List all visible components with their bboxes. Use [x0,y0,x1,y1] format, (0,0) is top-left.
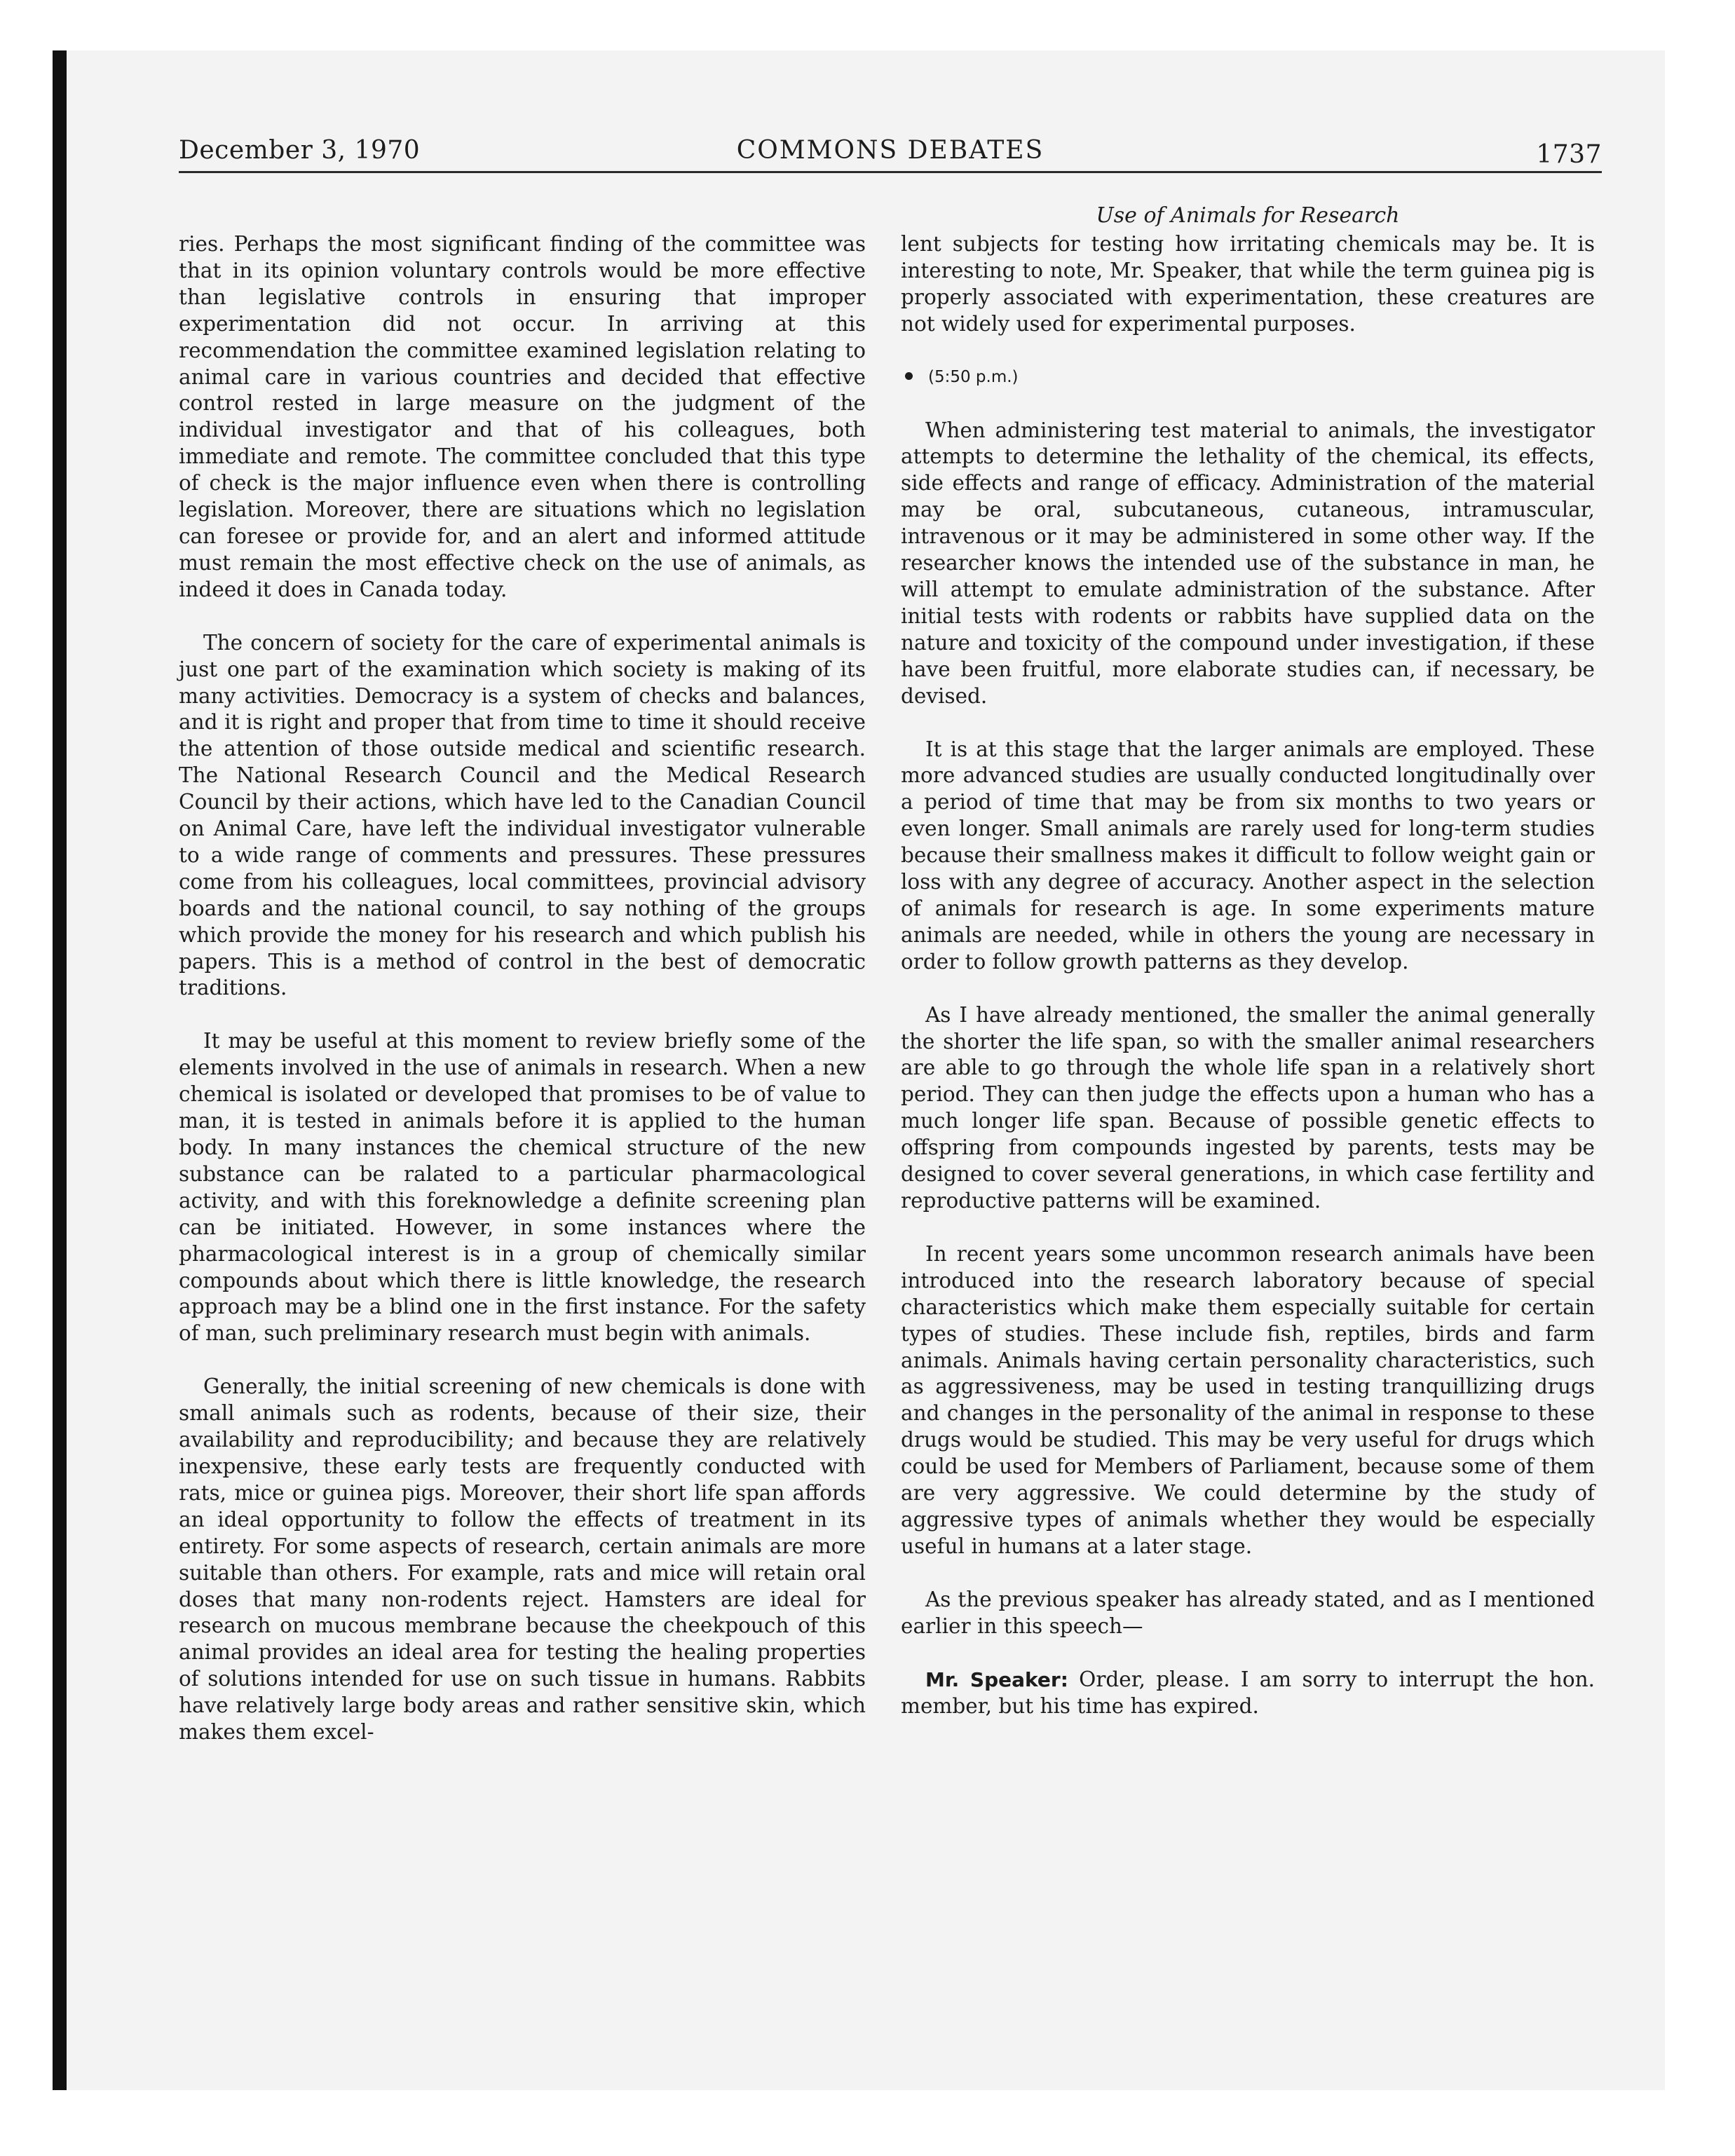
time-stamp-text: (5:50 p.m.) [928,367,1019,386]
header-title: COMMONS DEBATES [736,136,1045,165]
speaker-paragraph [901,1667,1595,1720]
paragraph: It may be useful at this moment to review briefly some of the elements involved in the use of animals in research. When a new chemical is isolated or developed that promises to be of value to man, it is tested in animals before it is applied to the human body. In many instances the chemical structure of the new substance can be ralated to a particular pharmacological activity, and with this foreknowledge a definite screening plan can be initiated. However, in some instances where the pharmacological interest is in a group of chemically similar compounds about which there is little knowledge, the research approach may be a blind one in the first instance. For the safety of man, such preliminary research must begin with animals. [179,1029,866,1346]
paragraph: Generally, the initial screening of new chemicals is done with small animals such as rodents, because of their size, their availability and reproducibility; and because they are relatively inexpensive, these early tests are frequently conducted with rats, mice or guinea pigs. Moreover, their short life span affords an ideal opportunity to follow the effects of treatment in its entirety. For some aspects of research, certain animals are more suitable than others. For example, rats and mice will retain oral doses that many non-rodents reject. Hamsters are ideal for research on mucous membrane because the cheekpouch of this animal provides an ideal area for testing the healing properties of solutions intended for use on such tissue in humans. Rabbits have relatively large body areas and rather sensitive skin, which makes them excel- [179,1374,866,1745]
running-head: Use of Animals for Research [1096,203,1400,228]
time-stamp [901,364,1595,391]
page-header [179,135,1602,173]
paragraph: It is at this stage that the larger animals are employed. These more advanced studies are usually conducted longitudinally over a period of time that may be from six months to two years or even longer. Small animals are rarely used for long-term studies because their smallness makes it difficult to follow weight gain or loss with any degree of accuracy. Another aspect in the selection of animals for research is age. In some experiments mature animals are needed, while in others the young are necessary in order to follow growth patterns as they develop. [901,737,1595,974]
header-page-number: 1737 [1536,140,1602,169]
right-column [901,231,1595,1719]
speaker-name: Mr. Speaker: [925,1667,1068,1691]
paragraph: In recent years some uncommon research animals have been introduced into the research laboratory because of special characteristics which make them especially suitable for certain types of studies. These include fish, reptiles, birds and farm animals. Animals having certain personality characteristics, such as aggressiveness, may be used in testing tranquillizing drugs and changes in the personality of the animal in response to these drugs would be studied. This may be very useful for drugs which could be used for Members of Parliament, because some of them are very aggressive. We could determine by the study of aggressive types of animals whether they would be especially useful in humans at a later stage. [901,1241,1595,1558]
header-date: December 3, 1970 [179,136,421,165]
paragraph: As the previous speaker has already stated, and as I mentioned earlier in this speech— [901,1587,1595,1638]
paragraph: ries. Perhaps the most significant finding of the committee was that in its opinion voluntary controls would be more effective than legislative controls in ensuring that improper experimentation did not occur. In arriving at this recommendation the committee examined legislation relating to animal care in various countries and decided that effective control rested in large measure on the judgment of the individual investigator and that of his colleagues, both immediate and remote. The committee concluded that this type of check is the major influence even when there is controlling legislation. Moreover, there are situations which no legislation can foresee or provide for, and an alert and informed attitude must remain the most effective check on the use of animals, as indeed it does in Canada today. [179,232,866,601]
speaker-text: Order, please. I am sorry to interrupt the hon. member, but his time has expired. [901,1667,1595,1718]
paragraph: The concern of society for the care of experimental animals is just one part of the examination which society is making of its many activities. Democracy is a system of checks and balances, and it is right and proper that from time to time it should receive the attention of those outside medical and scientific research. The National Research Council and the Medical Research Council by their actions, which have led to the Canadian Council on Animal Care, have left the individual investigator vulnerable to a wide range of comments and pressures. These pressures come from his colleagues, local committees, provincial advisory boards and the national council, to say nothing of the groups which provide the money for his research and which publish his papers. This is a method of control in the best of democratic traditions. [179,630,866,1000]
bullet-icon [905,372,913,380]
paragraph: lent subjects for testing how irritating chemicals may be. It is interesting to note, Mr. Speaker, that while the term guinea pig is properly associated with experimentation, these creatures are not widely used for experimental purposes. [901,232,1595,336]
paragraph: As I have already mentioned, the smaller the animal generally the shorter the life span, so with the smaller animal researchers are able to go through the whole life span in a relatively short period. They can then judge the effects upon a human who has a much longer life span. Because of possible genetic effects to offspring from compounds ingested by parents, tests may be designed to cover several generations, in which case fertility and reproductive patterns will be examined. [901,1002,1595,1213]
binding-edge [53,50,67,2090]
paragraph: When administering test material to animals, the investigator attempts to determine the lethality of the chemical, its effects, side effects and range of efficacy. Administration of the material may be oral, subcutaneous, cutaneous, intramuscular, intravenous or it may be administered in some other way. If the researcher knows the intended use of the substance in man, he will attempt to emulate administration of the substance. After initial tests with rodents or rabbits have supplied data on the nature and toxicity of the compound under investigation, if these have been fruitful, more elaborate studies can, if necessary, be devised. [901,418,1595,708]
left-column [179,231,866,1746]
